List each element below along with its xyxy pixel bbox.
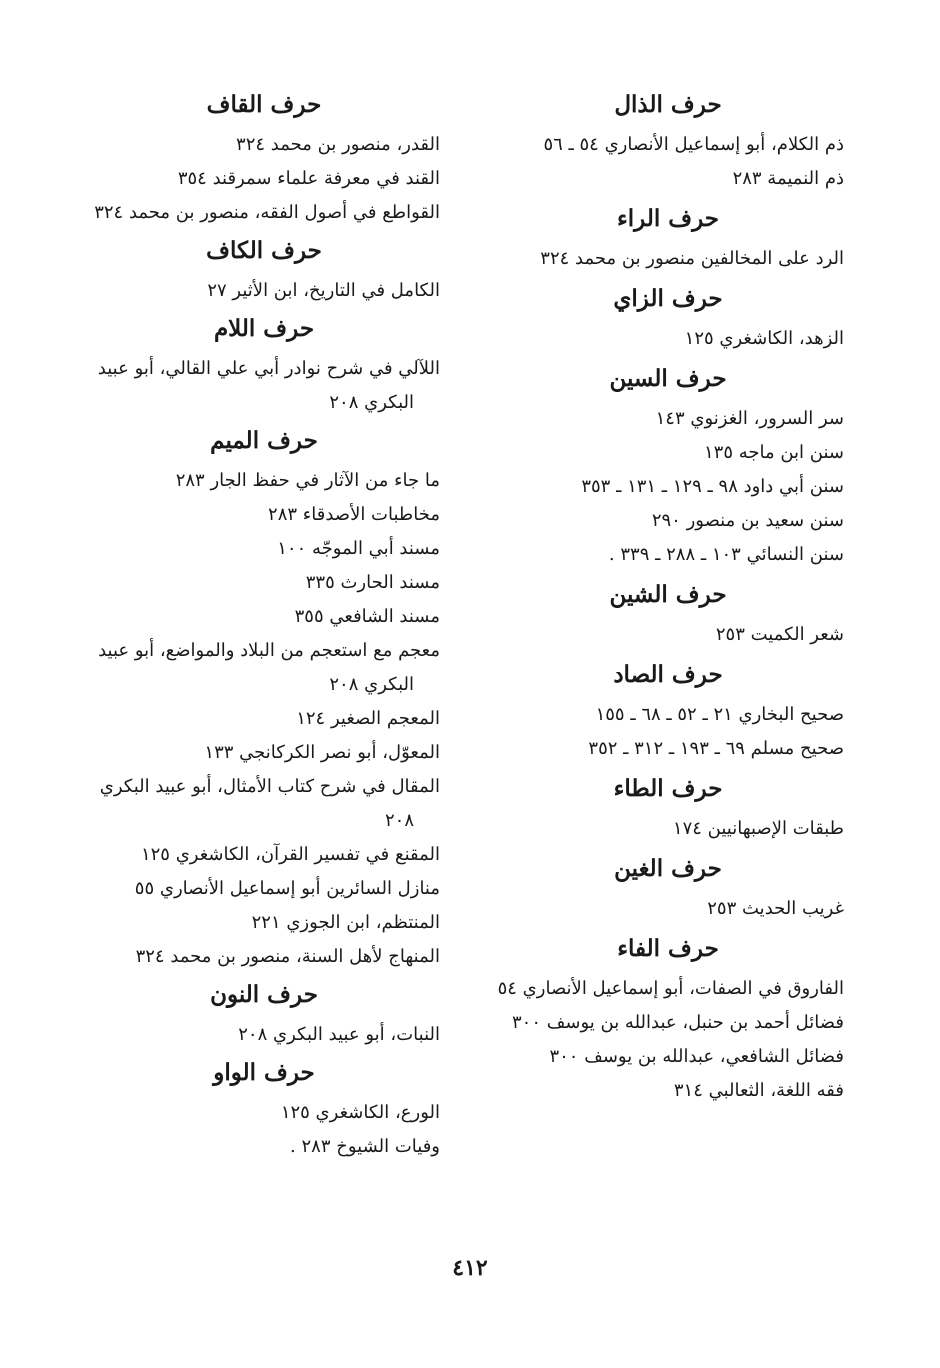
letter-heading: حرف الشين — [609, 581, 727, 608]
letter-heading: حرف الصاد — [613, 661, 723, 688]
index-entry: الرد على المخالفين منصور بن محمد ٣٢٤ — [540, 248, 844, 269]
letter-heading: حرف الواو — [213, 1059, 315, 1086]
index-entry: ذم النميمة ٢٨٣ — [732, 168, 844, 189]
index-entry: منازل السائرين أبو إسماعيل الأنصاري ٥٥ — [134, 878, 440, 899]
letter-section — [88, 88, 440, 230]
letter-heading: حرف الفاء — [617, 935, 719, 962]
index-entry: الكامل في التاريخ، ابن الأثير ٢٧ — [207, 280, 440, 301]
index-entry: اللآلي في شرح نوادر أبي علي القالي، أبو عبيد البكري ٢٠٨ — [97, 358, 440, 413]
letter-section — [492, 772, 844, 846]
index-entry: مسند الشافعي ٣٥٥ — [294, 606, 440, 627]
letter-heading: حرف الراء — [616, 205, 720, 232]
index-entry: شعر الكميت ٢٥٣ — [715, 624, 844, 645]
letter-section — [492, 362, 844, 572]
index-column-right — [492, 84, 844, 1108]
letter-heading: حرف اللام — [213, 315, 315, 342]
index-entry: سنن أبي داود ٩٨ ـ ١٢٩ ـ ١٣١ ـ ٣٥٣ — [581, 476, 844, 497]
letter-heading: حرف الميم — [210, 427, 318, 454]
index-entry: معجم مع استعجم من البلاد والمواضع، أبو عبيد البكري ٢٠٨ — [98, 640, 440, 695]
letter-heading: حرف الكاف — [206, 237, 322, 264]
index-entry: وفيات الشيوخ ٢٨٣ . — [290, 1136, 440, 1157]
letter-section — [492, 282, 844, 356]
letter-section — [492, 88, 844, 196]
letter-heading: حرف الغين — [614, 855, 722, 882]
index-entry: سنن النسائي ١٠٣ ـ ٢٨٨ ـ ٣٣٩ . — [608, 544, 844, 565]
letter-section — [492, 202, 844, 276]
letter-heading: حرف القاف — [206, 91, 322, 118]
index-entry: مسند أبي الموجّه ١٠٠ — [277, 538, 440, 559]
index-entry: المنتظم، ابن الجوزي ٢٢١ — [251, 912, 440, 933]
index-entry: سنن سعيد بن منصور ٢٩٠ — [651, 510, 844, 531]
index-entry: الورع، الكاشغري ١٢٥ — [280, 1102, 440, 1123]
index-entry: المقنع في تفسير القرآن، الكاشغري ١٢٥ — [140, 844, 440, 865]
index-entry: غريب الحديث ٢٥٣ — [707, 898, 844, 919]
letter-section — [492, 658, 844, 766]
index-entry: ما جاء من الآثار في حفظ الجار ٢٨٣ — [175, 470, 440, 491]
index-entry: الفاروق في الصفات، أبو إسماعيل الأنصاري ٥٤ — [497, 978, 844, 999]
letter-heading: حرف النون — [210, 981, 318, 1008]
page-number: ٤١٢ — [452, 1255, 488, 1281]
index-entry: طبقات الإصبهانيين ١٧٤ — [672, 818, 844, 839]
letter-heading: حرف الزاي — [613, 285, 723, 312]
index-entry: المنهاج لأهل السنة، منصور بن محمد ٣٢٤ — [135, 946, 440, 967]
letter-section — [88, 978, 440, 1052]
letter-section — [492, 852, 844, 926]
index-entry: مسند الحارث ٣٣٥ — [305, 572, 440, 593]
index-entry: المقال في شرح كتاب الأمثال، أبو عبيد البكري ٢٠٨ — [99, 776, 440, 831]
index-entry: المعجم الصغير ١٢٤ — [296, 708, 440, 729]
index-entry: سنن ابن ماجه ١٣٥ — [703, 442, 844, 463]
index-entry: القدر، منصور بن محمد ٣٢٤ — [236, 134, 440, 155]
letter-heading: حرف الذال — [614, 91, 722, 118]
index-entry: القند في معرفة علماء سمرقند ٣٥٤ — [177, 168, 440, 189]
index-entry: صحيح البخاري ٢١ ـ ٥٢ ـ ٦٨ ـ ١٥٥ — [595, 704, 844, 725]
letter-section — [88, 312, 440, 420]
index-entry: فضائل أحمد بن حنبل، عبدالله بن يوسف ٣٠٠ — [512, 1012, 844, 1033]
letter-heading: حرف الطاء — [613, 775, 723, 802]
index-entry: النبات، أبو عبيد البكري ٢٠٨ — [238, 1024, 440, 1045]
index-entry: ذم الكلام، أبو إسماعيل الأنصاري ٥٤ ـ ٥٦ — [543, 134, 844, 155]
index-entry: فضائل الشافعي، عبدالله بن يوسف ٣٠٠ — [549, 1046, 844, 1067]
letter-section — [88, 424, 440, 974]
index-entry: القواطع في أصول الفقه، منصور بن محمد ٣٢٤ — [94, 202, 440, 223]
letter-section — [88, 1056, 440, 1164]
letter-section — [492, 578, 844, 652]
index-entry: الزهد، الكاشغري ١٢٥ — [684, 328, 844, 349]
letter-heading: حرف السين — [609, 365, 727, 392]
index-entry: مخاطبات الأصدقاء ٢٨٣ — [268, 504, 440, 525]
index-entry: صحيح مسلم ٦٩ ـ ١٩٣ ـ ٣١٢ ـ ٣٥٢ — [588, 738, 844, 759]
letter-section — [88, 234, 440, 308]
index-entry: فقه اللغة، الثعالبي ٣١٤ — [673, 1080, 844, 1101]
index-entry: المعوّل، أبو نصر الكركانجي ١٣٣ — [204, 742, 440, 763]
index-column-left — [88, 84, 440, 1164]
index-entry: سر السرور، الغزنوي ١٤٣ — [655, 408, 844, 429]
letter-section — [492, 932, 844, 1108]
